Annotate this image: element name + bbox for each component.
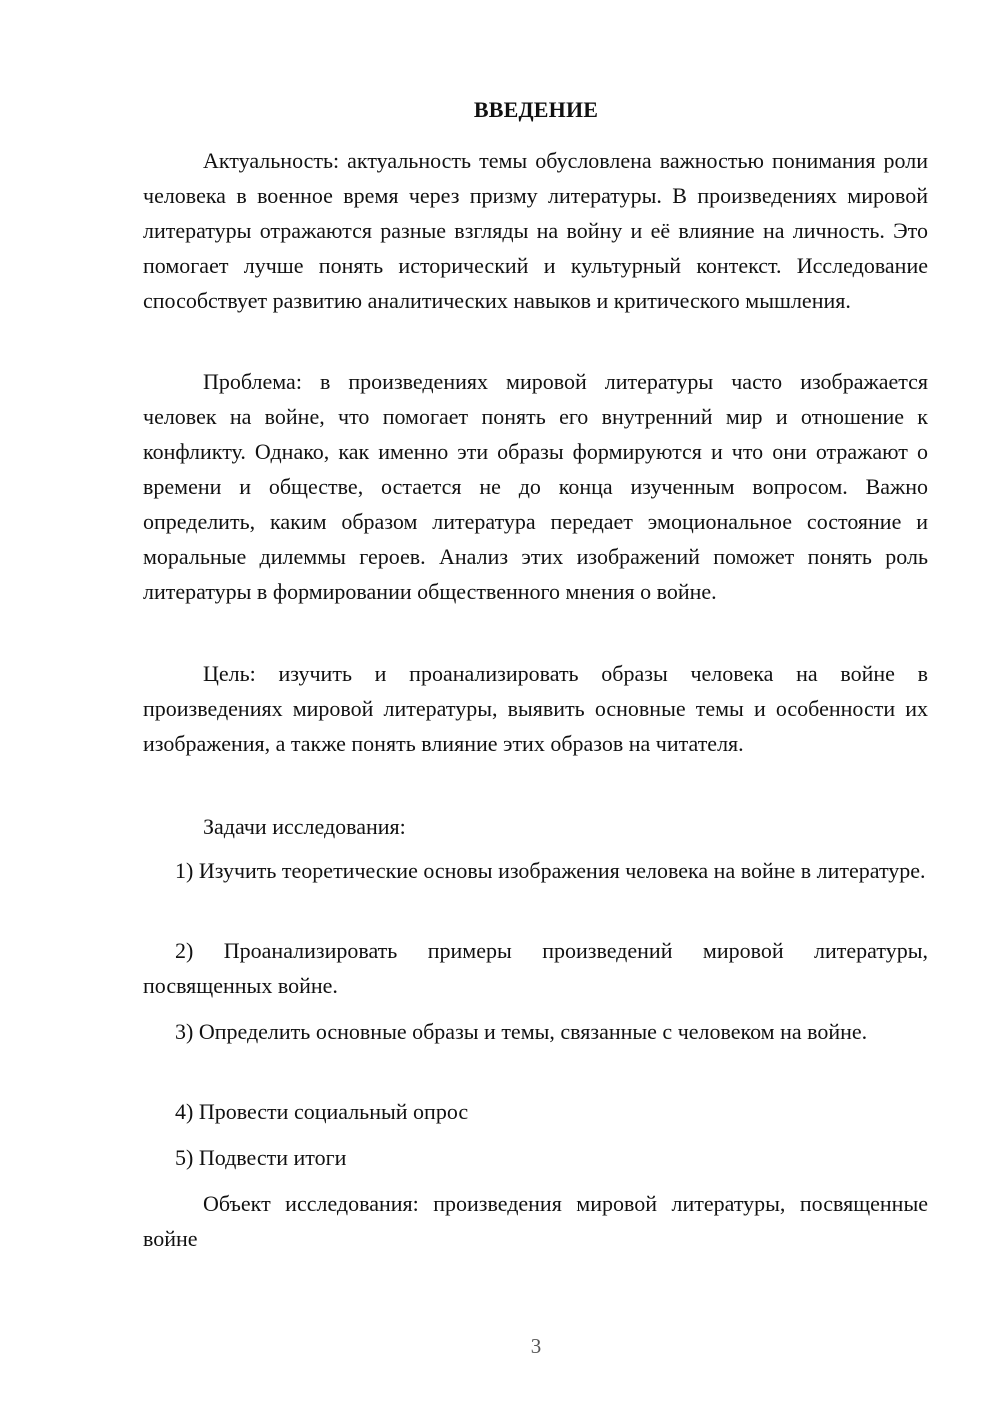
goal-paragraph: Цель: изучить и проанализировать образы человека на войне в произведениях мировой литературы, выявить основные темы и особенности их изображения, а также понять влияние этих образов на читателя. [143, 661, 928, 756]
section-heading: ВВЕДЕНИЕ [473, 97, 599, 122]
relevance-paragraph: Актуальность: актуальность темы обусловлена важностью понимания роли человека в военное время через призму литературы. В произведениях мировой литературы отражаются разные взгляды на войну и её влияние на личность. Это помогает лучше понять исторический и культурный контекст. Исследование способствует развитию аналитических навыков и критического мышления. [143, 148, 928, 313]
task-item-2: 2) Проанализировать примеры произведений мировой литературы, посвященных войне. [143, 938, 928, 998]
tasks-heading: Задачи исследования: [203, 814, 406, 839]
page-number: 3 [530, 1334, 542, 1358]
object-paragraph: Объект исследования: произведения мировой литературы, посвященные войне [143, 1191, 928, 1251]
task-item-1: 1) Изучить теоретические основы изображения человека на войне в литературе. [175, 858, 926, 883]
task-item-5: 5) Подвести итоги [175, 1145, 347, 1170]
problem-paragraph: Проблема: в произведениях мировой литературы часто изображается человек на войне, что помогает понять его внутренний мир и отношение к конфликту. Однако, как именно эти образы формируются и что они отражают о времени и обществе, остается не до конца изученным вопросом. Важно определить, каким образом литература передает эмоциональное состояние и моральные дилеммы героев. Анализ этих изображений поможет понять роль литературы в формировании общественного мнения о войне. [143, 369, 928, 604]
task-item-4: 4) Провести социальный опрос [175, 1099, 469, 1124]
task-item-3: 3) Определить основные образы и темы, связанные с человеком на войне. [175, 1019, 868, 1044]
